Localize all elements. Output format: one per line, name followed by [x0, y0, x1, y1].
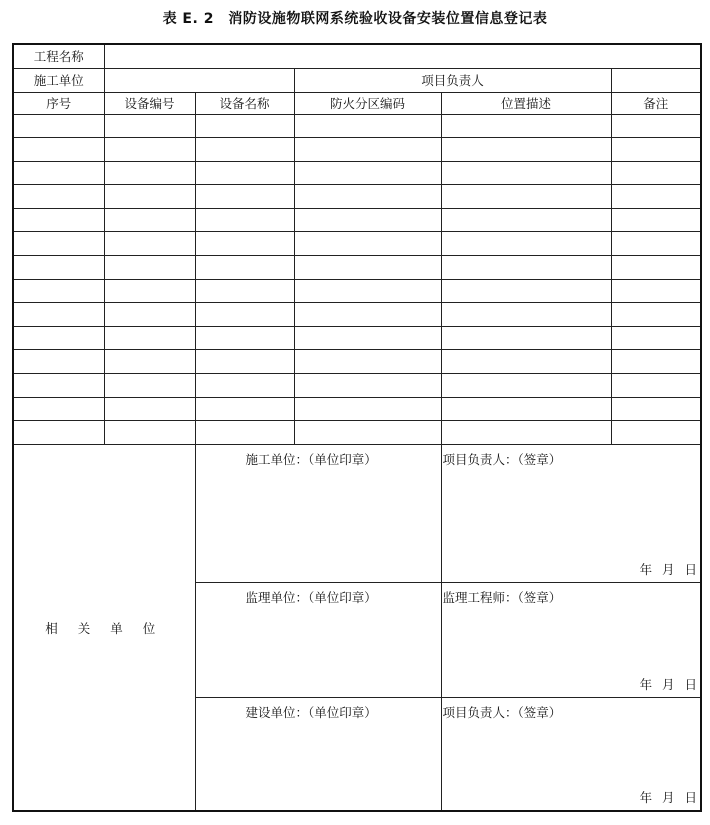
table-cell[interactable]: [195, 326, 294, 350]
project-manager-label: 项目负责人: [294, 68, 611, 92]
registration-table: [12, 43, 702, 812]
table-cell[interactable]: [13, 350, 104, 374]
project-name-field[interactable]: [104, 44, 701, 68]
owner-manager-sign-cell[interactable]: [441, 697, 701, 811]
table-cell[interactable]: [13, 138, 104, 162]
table-cell[interactable]: [611, 138, 701, 162]
construction-sign-date: 年 月 日: [639, 561, 698, 577]
table-cell[interactable]: [294, 161, 441, 185]
table-cell[interactable]: [104, 421, 195, 445]
table-row: [13, 374, 701, 398]
table-cell[interactable]: [294, 326, 441, 350]
column-header-location: 位置描述: [441, 92, 611, 114]
table-cell[interactable]: [195, 397, 294, 421]
table-cell[interactable]: [441, 232, 611, 256]
table-cell[interactable]: [13, 161, 104, 185]
table-cell[interactable]: [104, 185, 195, 209]
table-row: [13, 208, 701, 232]
table-cell[interactable]: [13, 303, 104, 327]
table-cell[interactable]: [13, 279, 104, 303]
supervision-unit-seal-cell[interactable]: [195, 582, 441, 697]
table-cell[interactable]: [294, 374, 441, 398]
table-cell[interactable]: [441, 374, 611, 398]
owner-sign-date: 年 月 日: [639, 790, 698, 806]
construction-unit-label: 施工单位: [13, 68, 104, 92]
table-cell[interactable]: [195, 374, 294, 398]
table-cell[interactable]: [195, 350, 294, 374]
table-cell[interactable]: [13, 114, 104, 138]
supervision-unit-seal-label: 监理单位：（单位印章）: [245, 589, 377, 605]
project-name-label: 工程名称: [13, 44, 104, 68]
table-cell[interactable]: [13, 374, 104, 398]
table-cell[interactable]: [294, 350, 441, 374]
table-cell[interactable]: [104, 279, 195, 303]
table-cell[interactable]: [611, 421, 701, 445]
table-cell[interactable]: [294, 232, 441, 256]
table-cell[interactable]: [611, 185, 701, 209]
table-cell[interactable]: [104, 326, 195, 350]
table-cell[interactable]: [104, 138, 195, 162]
table-cell[interactable]: [13, 185, 104, 209]
table-cell[interactable]: [441, 161, 611, 185]
table-cell[interactable]: [104, 208, 195, 232]
table-cell[interactable]: [294, 114, 441, 138]
column-header-device-no: 设备编号: [104, 92, 195, 114]
table-row: [13, 421, 701, 445]
table-cell[interactable]: [441, 256, 611, 280]
table-cell[interactable]: [294, 208, 441, 232]
table-cell[interactable]: [104, 114, 195, 138]
table-cell[interactable]: [611, 397, 701, 421]
table-cell[interactable]: [294, 256, 441, 280]
table-cell[interactable]: [441, 350, 611, 374]
table-cell[interactable]: [104, 232, 195, 256]
table-cell[interactable]: [441, 114, 611, 138]
table-cell[interactable]: [441, 208, 611, 232]
table-cell[interactable]: [13, 232, 104, 256]
table-cell[interactable]: [104, 374, 195, 398]
table-cell[interactable]: [195, 114, 294, 138]
supervision-engineer-sign-cell[interactable]: [441, 582, 701, 697]
table-cell[interactable]: [611, 161, 701, 185]
table-row: [13, 350, 701, 374]
table-cell[interactable]: [441, 421, 611, 445]
table-cell[interactable]: [104, 397, 195, 421]
table-cell[interactable]: [611, 374, 701, 398]
table-cell[interactable]: [195, 208, 294, 232]
construction-unit-seal-label: 施工单位：（单位印章）: [245, 451, 377, 467]
table-cell[interactable]: [294, 138, 441, 162]
table-cell[interactable]: [195, 138, 294, 162]
construction-manager-sign-label: 项目负责人：（签章）: [442, 451, 562, 467]
table-cell[interactable]: [104, 350, 195, 374]
table-cell[interactable]: [611, 114, 701, 138]
table-cell[interactable]: [441, 397, 611, 421]
supervision-engineer-sign-label: 监理工程师：（签章）: [442, 589, 562, 605]
table-cell[interactable]: [611, 232, 701, 256]
table-cell[interactable]: [13, 397, 104, 421]
table-title: 表 E. 2 消防设施物联网系统验收设备安装位置信息登记表: [162, 11, 548, 27]
column-header-seq: 序号: [13, 92, 104, 114]
column-header-remarks: 备注: [611, 92, 701, 114]
table-row: [13, 397, 701, 421]
table-cell[interactable]: [441, 138, 611, 162]
table-row: [13, 303, 701, 327]
column-header-row: [13, 92, 701, 114]
table-cell[interactable]: [441, 279, 611, 303]
table-cell[interactable]: [13, 256, 104, 280]
column-header-zone-code: 防火分区编码: [294, 92, 441, 114]
table-cell[interactable]: [294, 185, 441, 209]
table-cell[interactable]: [195, 161, 294, 185]
table-cell[interactable]: [104, 303, 195, 327]
owner-manager-sign-label: 项目负责人：（签章）: [442, 704, 562, 720]
construction-unit-field[interactable]: [104, 68, 294, 92]
owner-unit-seal-cell[interactable]: [195, 697, 441, 811]
table-cell[interactable]: [441, 303, 611, 327]
table-cell[interactable]: [611, 326, 701, 350]
table-cell[interactable]: [13, 421, 104, 445]
table-cell[interactable]: [13, 208, 104, 232]
construction-manager-sign-cell[interactable]: [441, 444, 701, 582]
table-row: [13, 138, 701, 162]
table-cell[interactable]: [441, 326, 611, 350]
supervision-sign-date: 年 月 日: [639, 676, 698, 692]
table-cell[interactable]: [611, 208, 701, 232]
table-cell[interactable]: [611, 303, 701, 327]
owner-unit-seal-label: 建设单位：（单位印章）: [245, 704, 377, 720]
table-cell[interactable]: [195, 232, 294, 256]
table-cell[interactable]: [611, 350, 701, 374]
table-row: [13, 326, 701, 350]
column-header-device-name: 设备名称: [195, 92, 294, 114]
table-row: [13, 161, 701, 185]
table-cell[interactable]: [294, 303, 441, 327]
related-units-label: 相 关 单 位: [13, 444, 195, 811]
table-cell[interactable]: [195, 303, 294, 327]
table-cell[interactable]: [104, 161, 195, 185]
table-cell[interactable]: [611, 279, 701, 303]
table-row: [13, 279, 701, 303]
table-cell[interactable]: [611, 256, 701, 280]
table-cell[interactable]: [195, 256, 294, 280]
table-cell[interactable]: [441, 185, 611, 209]
table-row: [13, 256, 701, 280]
construction-unit-seal-cell[interactable]: [195, 444, 441, 582]
table-cell[interactable]: [294, 421, 441, 445]
table-cell[interactable]: [195, 185, 294, 209]
table-cell[interactable]: [104, 256, 195, 280]
table-cell[interactable]: [195, 279, 294, 303]
table-row: [13, 232, 701, 256]
data-rows: [13, 114, 701, 444]
table-row: [13, 185, 701, 209]
table-cell[interactable]: [13, 326, 104, 350]
project-manager-field[interactable]: [611, 68, 701, 92]
table-cell[interactable]: [294, 279, 441, 303]
table-cell[interactable]: [195, 421, 294, 445]
table-cell[interactable]: [294, 397, 441, 421]
table-row: [13, 114, 701, 138]
